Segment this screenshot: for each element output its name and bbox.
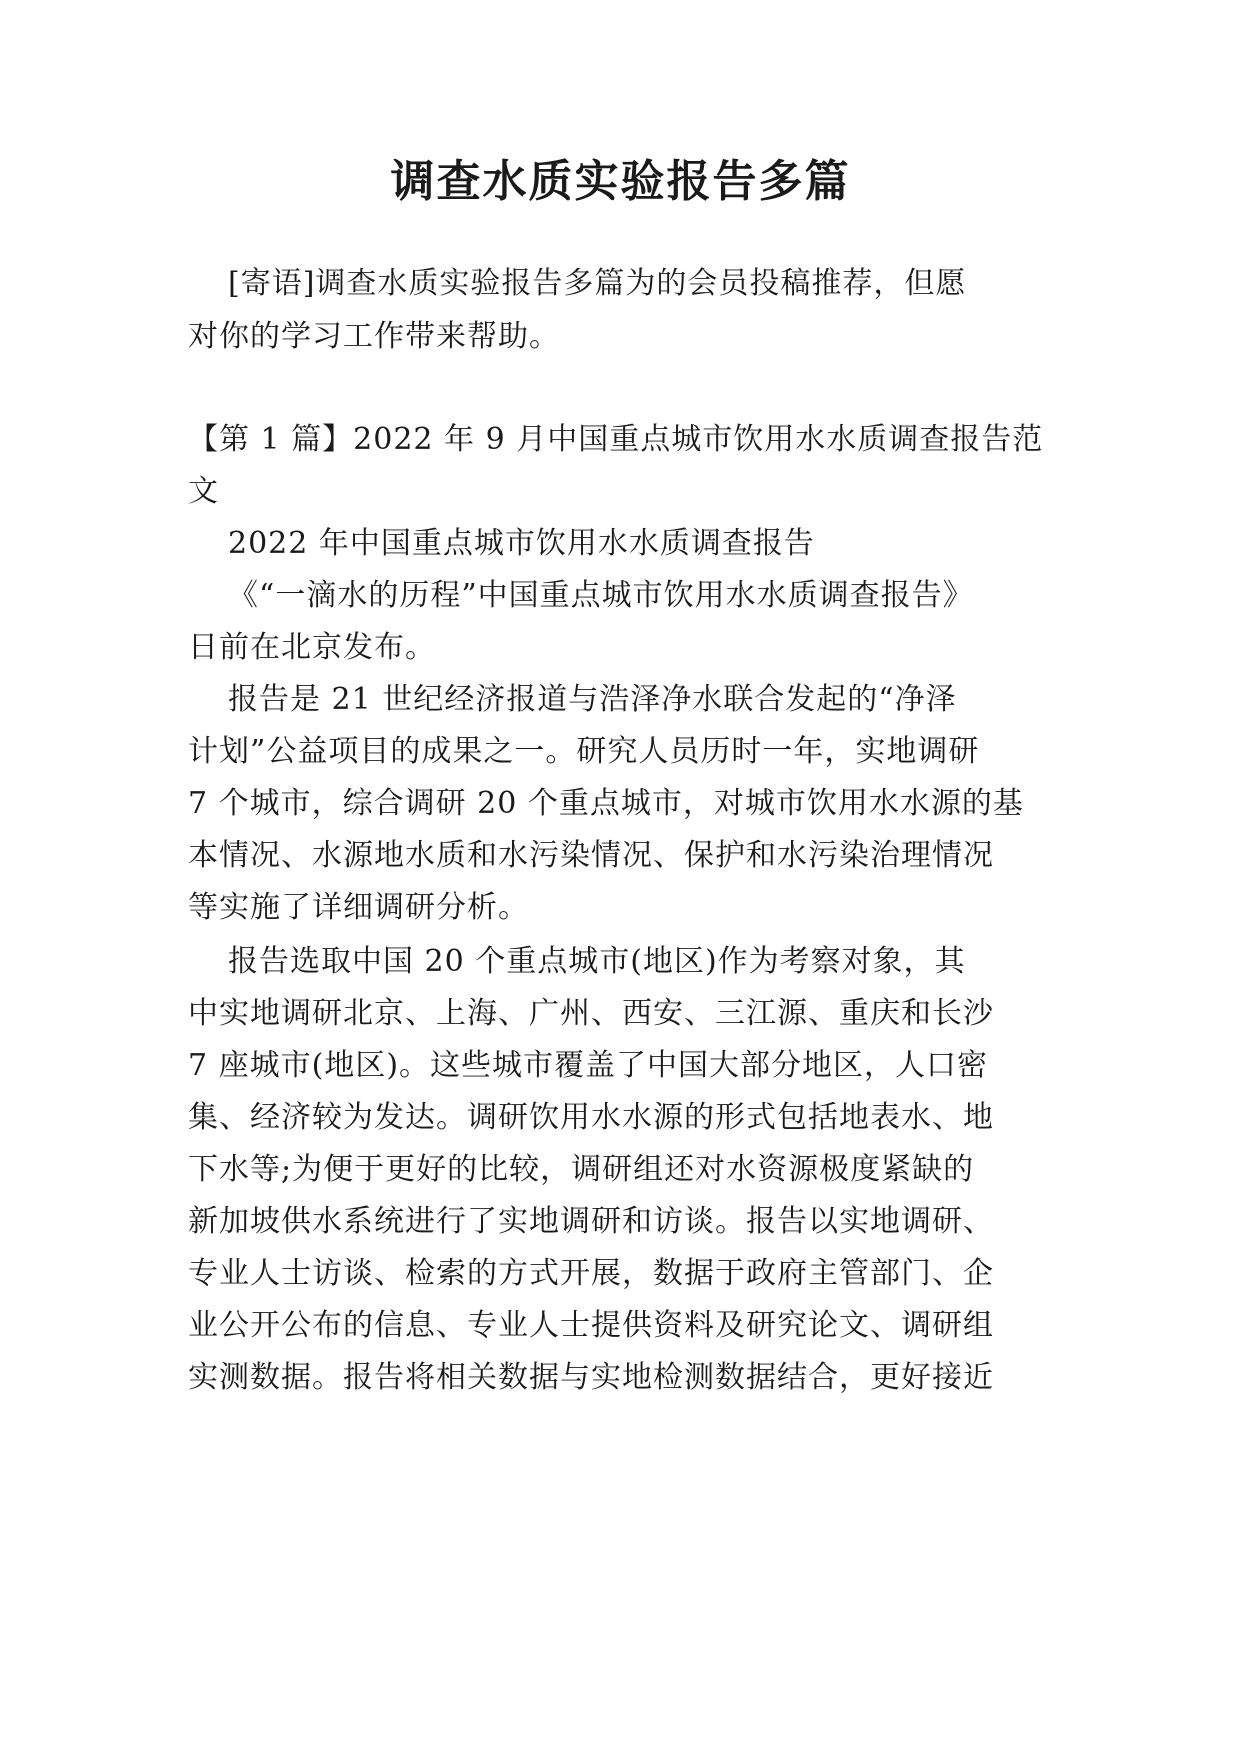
paragraph-line: 专业人士访谈、检索的方式开展，数据于政府主管部门、企 (188, 1256, 994, 1291)
paragraph-line: 本情况、水源地水质和水污染情况、保护和水污染治理情况 (188, 838, 994, 873)
paragraph-line: 2022 年中国重点城市饮用水水质调查报告 (228, 526, 815, 561)
paragraph-line: 中实地调研北京、上海、广州、西安、三江源、重庆和长沙 (188, 996, 994, 1031)
paragraph-line: 报告是 21 世纪经济报道与浩泽净水联合发起的“净泽 (228, 682, 957, 717)
paragraph-line: 7 座城市(地区)。这些城市覆盖了中国大部分地区，人口密 (188, 1048, 989, 1083)
paragraph-line: 等实施了详细调研分析。 (188, 890, 529, 925)
paragraph-line: 计划”公益项目的成果之一。研究人员历时一年，实地调研 (188, 734, 980, 769)
paragraph-line: 日前在北京发布。 (188, 630, 436, 665)
paragraph-line: 报告选取中国 20 个重点城市(地区)作为考察对象，其 (228, 944, 966, 979)
paragraph-line: [寄语]调查水质实验报告多篇为的会员投稿推荐，但愿 (228, 266, 967, 301)
paragraph-line: 新加坡供水系统进行了实地调研和访谈。报告以实地调研、 (188, 1204, 994, 1239)
paragraph-line: 文 (188, 474, 219, 509)
document-title: 调查水质实验报告多篇 (390, 156, 851, 207)
paragraph-line: 实测数据。报告将相关数据与实地检测数据结合，更好接近 (188, 1360, 994, 1395)
paragraph-line: 《“一滴水的历程”中国重点城市饮用水水质调查报告》 (228, 578, 974, 613)
paragraph-line: 对你的学习工作带来帮助。 (188, 319, 560, 354)
paragraph-line: 7 个城市，综合调研 20 个重点城市，对城市饮用水水源的基 (188, 786, 1024, 821)
paragraph-line: 下水等;为便于更好的比较，调研组还对水资源极度紧缺的 (188, 1152, 975, 1187)
paragraph-line: 【第 1 篇】2022 年 9 月中国重点城市饮用水水质调查报告范 (188, 422, 1044, 457)
paragraph-line: 集、经济较为发达。调研饮用水水源的形式包括地表水、地 (188, 1100, 994, 1135)
paragraph-line: 业公开公布的信息、专业人士提供资料及研究论文、调研组 (188, 1308, 994, 1343)
